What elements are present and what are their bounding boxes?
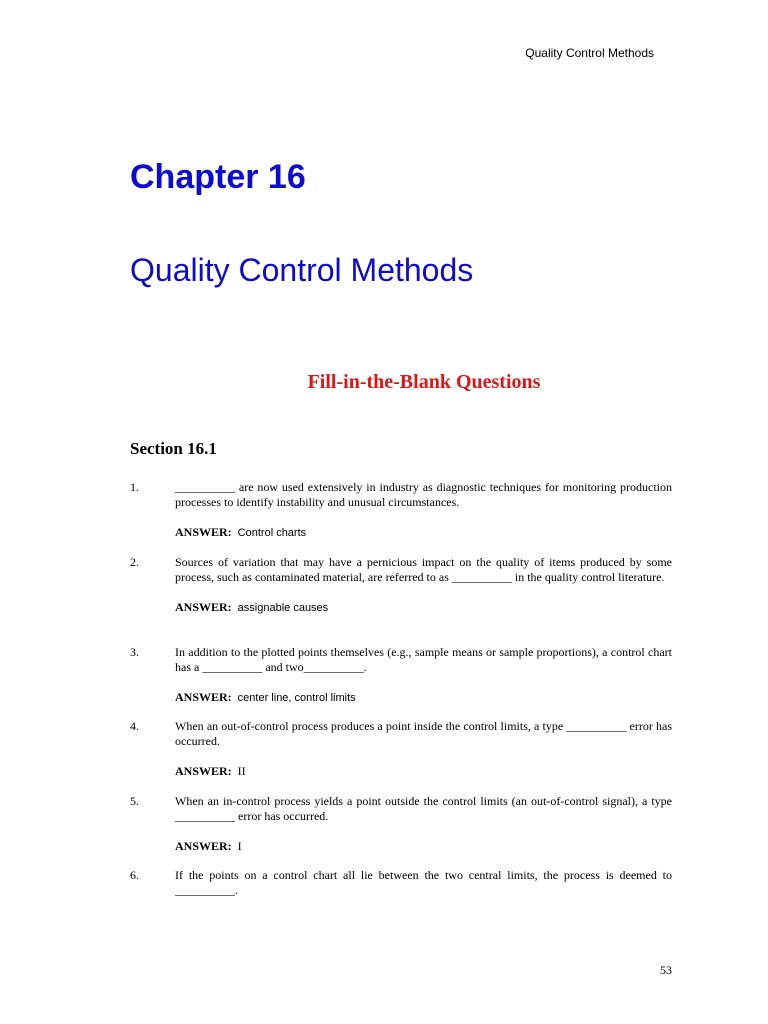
answer-value: assignable causes — [237, 602, 329, 614]
page-number: 53 — [660, 963, 672, 977]
answer-value: I — [237, 839, 242, 853]
answer-label: ANSWER: — [175, 690, 232, 704]
answer-label: ANSWER: — [175, 839, 232, 853]
fill-in-the-blank-heading: Fill-in-the-Blank Questions — [307, 371, 541, 393]
question-number: 1. — [130, 480, 139, 494]
answer-label: ANSWER: — [175, 600, 232, 614]
chapter-title: Chapter 16 — [130, 158, 306, 196]
question-text: In addition to the plotted points themselves (e.g., sample means or sample proportions), a control chart has a __________ and two__________. — [175, 645, 672, 674]
question-number: 6. — [130, 868, 139, 882]
chapter-subtitle: Quality Control Methods — [130, 252, 474, 288]
running-header: Quality Control Methods — [525, 46, 654, 60]
question-number: 4. — [130, 719, 139, 733]
answer-label: ANSWER: — [175, 525, 232, 539]
answer-line — [175, 764, 672, 779]
question-number: 5. — [130, 794, 139, 808]
question-item — [130, 645, 672, 706]
question-item — [130, 868, 672, 898]
answer-line — [175, 839, 672, 854]
question-text: When an in-control process yields a point outside the control limits (an out-of-control signal), a type __________ error has occurred. — [175, 794, 672, 823]
answer-label: ANSWER: — [175, 764, 232, 778]
question-item — [130, 555, 672, 616]
answer-line — [175, 525, 672, 541]
question-number: 2. — [130, 555, 139, 569]
question-item — [130, 480, 672, 541]
question-item — [130, 794, 672, 854]
question-text: When an out-of-control process produces a point inside the control limits, a type __________ error has occurred. — [175, 719, 672, 748]
question-text: If the points on a control chart all lie between the two central limits, the process is deemed to __________. — [175, 868, 672, 897]
question-item — [130, 719, 672, 779]
section-heading: Section 16.1 — [130, 439, 217, 458]
answer-value: center line, control limits — [237, 692, 356, 704]
answer-value: II — [237, 764, 246, 778]
answer-line — [175, 690, 672, 706]
question-text: Sources of variation that may have a pernicious impact on the quality of items produced by some process, such as contaminated material, are referred to as __________ in the quality control literature. — [175, 555, 672, 584]
answer-line — [175, 600, 672, 616]
question-text: __________ are now used extensively in industry as diagnostic techniques for monitoring production processes to identify instability and unusual circumstances. — [175, 480, 672, 509]
question-number: 3. — [130, 645, 139, 659]
answer-value: Control charts — [237, 527, 307, 539]
